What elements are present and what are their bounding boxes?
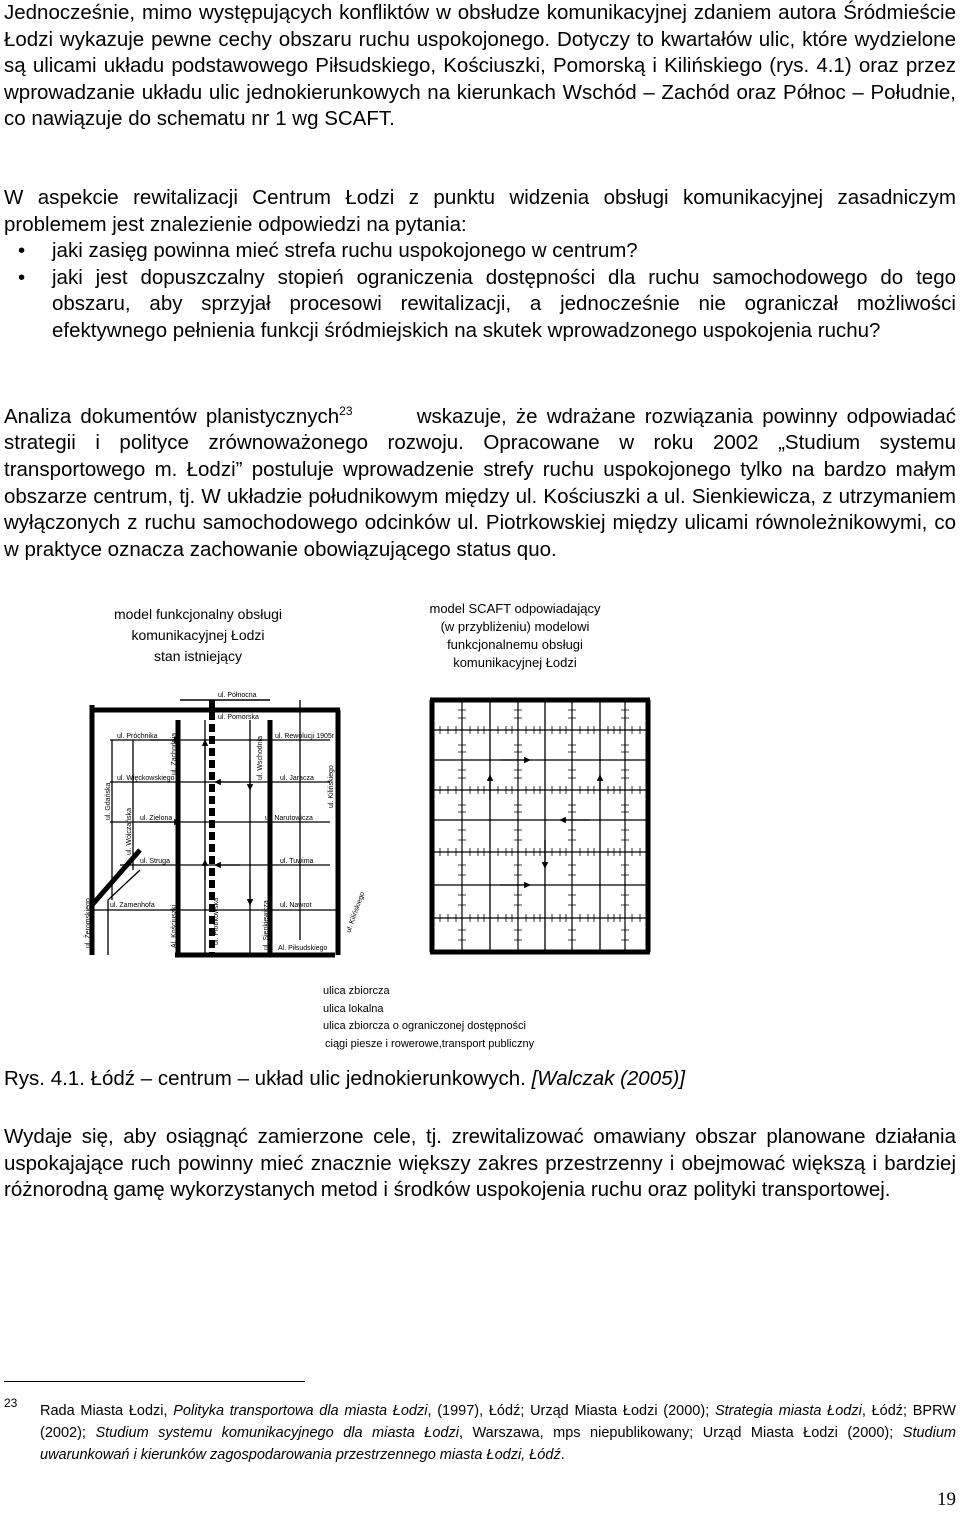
footnote-divider xyxy=(4,1381,305,1382)
street-label: ul. Rewolucji 1905r xyxy=(275,733,335,740)
street-label: ul. Nawrot xyxy=(280,902,312,909)
street-label: ul. Zachodnia xyxy=(171,732,178,775)
street-label: ul. Struga xyxy=(140,858,170,865)
street-map-diagram xyxy=(0,680,960,980)
list-item: • jaki jest dopuszczalny stopień ograniczenia dostępności dla ruchu samochodowego do tego obszaru, aby sprzyjał procesowi rewitalizacji, a jednocześnie nie ograniczał możliwości efektywnego pełnienia funkcji śródmiejskich na skutek wprowadzonego uspokojenia ruchu? xyxy=(18,265,956,342)
list-item: • jaki zasięg powinna mieć strefa ruchu uspokojonego w centrum? xyxy=(4,238,956,265)
street-label: ul. Tuwima xyxy=(280,858,314,865)
street-label: ul. Próchnika xyxy=(117,733,158,740)
street-label: ul. Wólczańska xyxy=(126,807,133,855)
figure-right-title: model SCAFT odpowiadający (w przybliżeniu) modelowi funkcjonalnemu obsługi komunikacyjnej Łodzi xyxy=(429,601,601,670)
bullet-icon: • xyxy=(18,239,26,262)
street-label: ul. Północna xyxy=(218,692,257,699)
street-label: ul. Kilińskiego xyxy=(345,891,367,934)
figure-left-title: model funkcjonalny obsługi komunikacyjnej Łodzi stan istniejący xyxy=(113,606,283,664)
street-label: ul. Pomorska xyxy=(218,714,259,721)
legend-item: ciągi piesze i rowerowe,transport publiczny xyxy=(325,1038,535,1050)
street-label: ul. Sienkiewicza xyxy=(263,900,270,950)
scaft-ticks xyxy=(440,710,640,940)
street-label: Al. Kościuszki xyxy=(171,904,178,948)
figure-caption: Rys. 4.1. Łódź – centrum – układ ulic jednokierunkowych. [Walczak (2005)] xyxy=(4,1067,686,1090)
street-label: ul. Gdańska xyxy=(105,782,112,820)
footnote-ref: 23 xyxy=(339,404,353,418)
page-number: 19 xyxy=(937,1489,956,1510)
street-label: ul. Więckowskiego xyxy=(117,775,175,782)
street-label: ul. Zamenhofa xyxy=(110,902,155,909)
footnote-text: Rada Miasta Łodzi, Polityka transportowa dla miasta Łodzi, (1997), Łódź; Urząd Miasta Łodzi (2000); Strategia miasta Łodzi, Łódź; BPRW (2002); Studium systemu komunikacyjnego dla miasta Łodzi, Warszawa, mps niepublikowany; Urząd Miasta Łodzi (2000); Studium uwarunkowań i kierunków zagospodarowania przestrzennego miasta Łodzi, Łódź. xyxy=(40,1403,956,1463)
legend-item: ulica lokalna xyxy=(323,1003,384,1015)
footnote-number: 23 xyxy=(4,1396,18,1410)
paragraph-conclusion: Wydaje się, aby osiągnąć zamierzone cele, tj. zrewitalizować omawiany obszar planowane działania uspokajające ruch powinny mieć znacznie większy zakres przestrzenny i obejmować większą i bardziej różnorodną gamę wykorzystanych metod i środków uspokojenia ruchu oraz polityki transportowej. xyxy=(4,1125,956,1202)
street-label: ul. Piotrkowska xyxy=(213,897,220,945)
street-label: ul. Wschodnia xyxy=(257,736,264,780)
legend-item: ulica zbiorcza xyxy=(323,985,390,997)
street-label: ul. Jaracza xyxy=(280,775,314,782)
street-label: ul. Żeromskiego xyxy=(85,898,92,948)
street-label: Al. Piłsudskiego xyxy=(278,945,328,952)
street-label: ul. Kilińskiego xyxy=(328,765,335,808)
paragraph-analysis: Analiza dokumentów planistycznych$^{23}$ wskazuje, że wdrażane rozwiązania powinny odpowiadać strategii i polityce zrównoważonego rozwoju. Opracowane w roku 2002 „Studium systemu transportowego m. Łodzi” postuluje wprowadzenie strefy ruchu uspokojonego tylko na bardzo małym obszarze centrum, tj. W układzie południkowym między ul. Kościuszki a ul. Sienkiewicza, z utrzymaniem wyłączonych z ruchu samochodowego odcinków ul. Piotrkowskiej między ulicami równoleżnikowymi, co w praktyce oznacza zachowanie obowiązującego status quo. xyxy=(4,404,957,561)
question-list xyxy=(4,238,956,344)
street-label: ul. Narutowicza xyxy=(265,815,313,822)
paragraph-questions-intro: W aspekcie rewitalizacji Centrum Łodzi z punktu widzenia obsługi komunikacyjnej zasadniczym problemem jest znalezienie odpowiedzi na pytania: xyxy=(4,186,956,236)
bullet-icon: • xyxy=(18,265,26,289)
street-label: ul. Zielona xyxy=(140,815,173,822)
paragraph-intro: Jednocześnie, mimo występujących konfliktów w obsłudze komunikacyjnej zdaniem autora Śródmieście Łodzi wykazuje pewne cechy obszaru ruchu uspokojonego. Dotyczy to kwartałów ulic, które wydzielone są ulicami układu podstawowego Piłsudskiego, Kościuszki, Pomorską i Kilińskiego (rys. 4.1) oraz przez wprowadzanie układu ulic jednokierunkowych na kierunkach Wschód – Zachód oraz Północ – Południe, co nawiązuje do schematu nr 1 wg SCAFT. xyxy=(4,1,956,131)
legend-item: ulica zbiorcza o ograniczonej dostępności xyxy=(323,1020,527,1032)
